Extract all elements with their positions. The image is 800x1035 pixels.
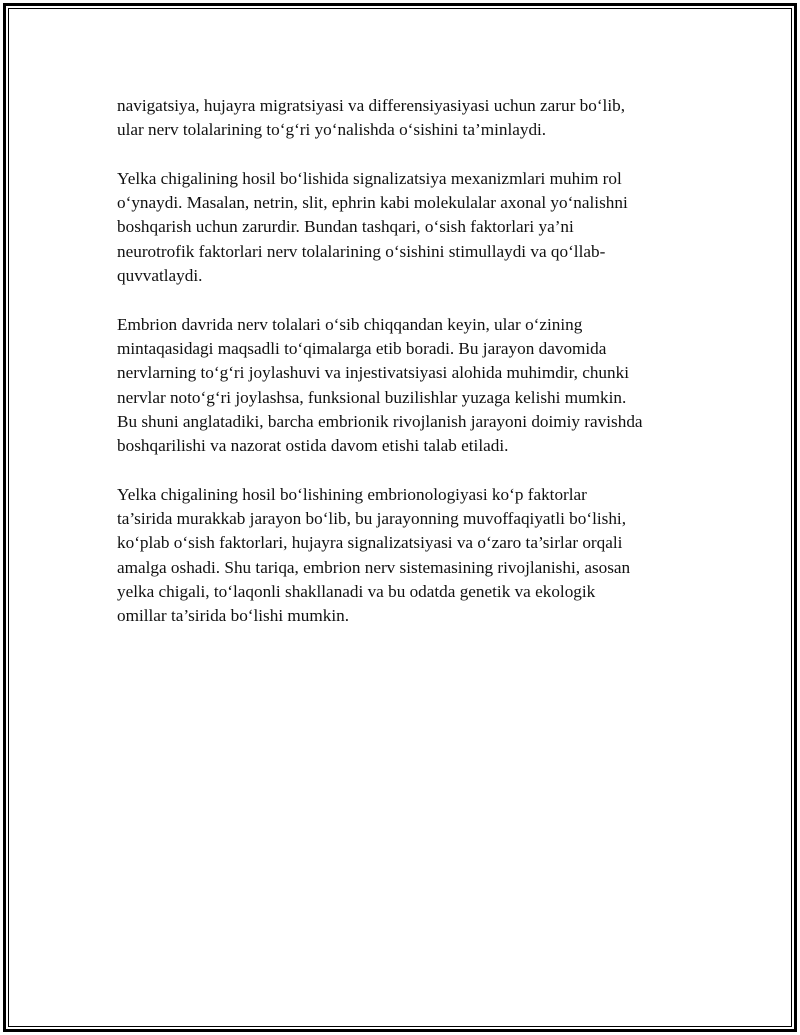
- text-line: amalga oshadi. Shu tariqa, embrion nerv sistemasining rivojlanishi, asosan: [117, 557, 631, 577]
- text-line: yelka chigali, to‘laqonli shakllanadi va bu odatda genetik va ekologik: [117, 581, 596, 601]
- document-page: [3, 3, 797, 1032]
- document-body: [117, 94, 697, 653]
- text-line: neurotrofik faktorlari nerv tolalarining o‘sishini stimullaydi va qo‘llab-: [117, 241, 606, 261]
- paragraph-3: [117, 313, 697, 459]
- paragraph-4: [117, 483, 697, 629]
- text-line: omillar ta’sirida bo‘lishi mumkin.: [117, 606, 350, 626]
- text-line: navigatsiya, hujayra migratsiyasi va differensiyasiyasi uchun zarur bo‘lib,: [117, 96, 625, 115]
- paragraph-1: [117, 94, 697, 143]
- text-line: quvvatlaydi.: [117, 266, 203, 286]
- paragraph-2: [117, 167, 697, 288]
- text-line: ular nerv tolalarining to‘g‘ri yo‘nalishda o‘sishini ta’minlaydi.: [117, 120, 547, 140]
- text-line: nervlar noto‘g‘ri joylashsa, funksional buzilishlar yuzaga kelishi mumkin.: [117, 387, 627, 407]
- text-line: Yelka chigalining hosil bo‘lishida signalizatsiya mexanizmlari muhim rol: [117, 168, 622, 188]
- text-line: Bu shuni anglatadiki, barcha embrionik rivojlanish jarayoni doimiy ravishda: [117, 411, 643, 431]
- text-line: boshqarish uchun zarurdir. Bundan tashqari, o‘sish faktorlari ya’ni: [117, 217, 574, 237]
- text-line: boshqarilishi va nazorat ostida davom etishi talab etiladi.: [117, 436, 509, 456]
- text-line: Embrion davrida nerv tolalari o‘sib chiqqandan keyin, ular o‘zining: [117, 314, 583, 334]
- text-line: nervlarning to‘g‘ri joylashuvi va injestivatsiyasi alohida muhimdir, chunki: [117, 363, 629, 383]
- text-line: ko‘plab o‘sish faktorlari, hujayra signalizatsiyasi va o‘zaro ta’sirlar orqali: [117, 533, 623, 553]
- text-line: mintaqasidagi maqsadli to‘qimalarga etib boradi. Bu jarayon davomida: [117, 338, 607, 358]
- text-line: ta’sirida murakkab jarayon bo‘lib, bu jarayonning muvoffaqiyatli bo‘lishi,: [117, 509, 626, 529]
- text-line: Yelka chigalining hosil bo‘lishining embrionologiyasi ko‘p faktorlar: [117, 484, 587, 504]
- text-line: o‘ynaydi. Masalan, netrin, slit, ephrin kabi molekulalar axonal yo‘nalishni: [117, 193, 628, 213]
